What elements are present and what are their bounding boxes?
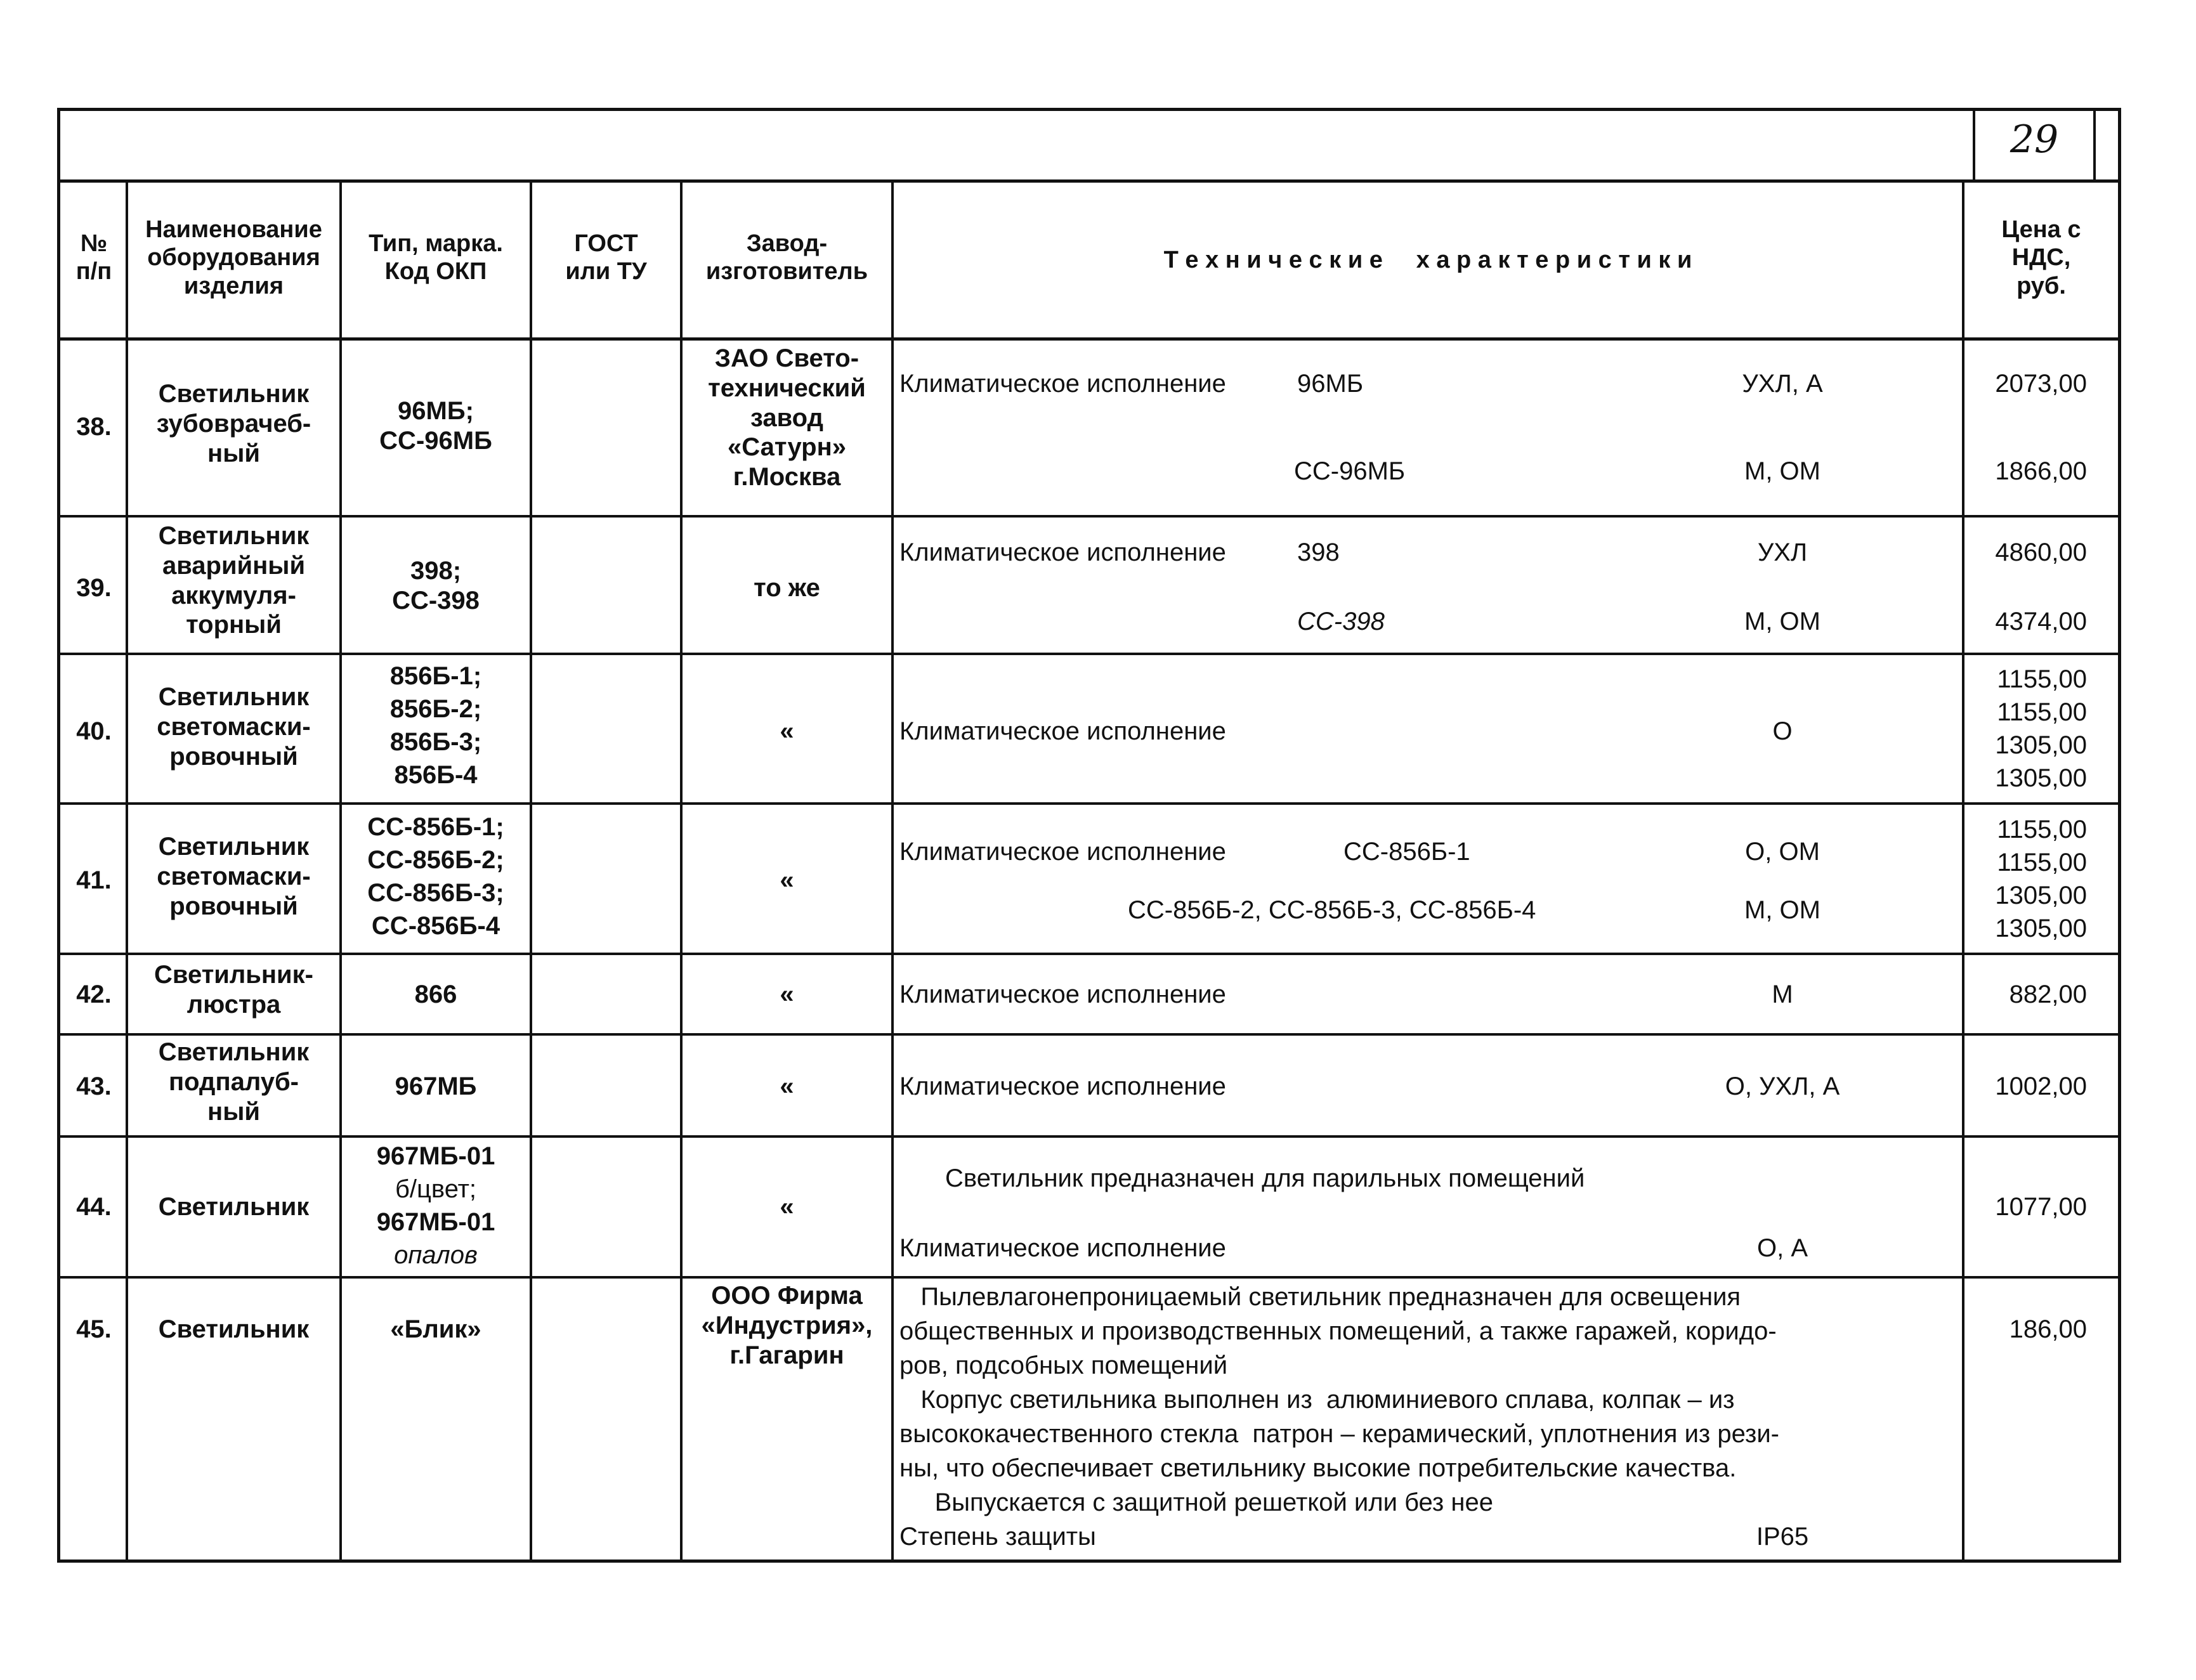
header-specs: Т е х н и ч е с к и е х а р а к т е р и с т и к и [1163, 247, 1692, 273]
row-38-price-1: 2073,00 [1995, 370, 2087, 398]
row-line-41 [57, 953, 2121, 955]
row-40-price-2: 1155,00 [1997, 698, 2087, 726]
row-41-price-1: 1155,00 [1997, 816, 2087, 843]
row-39-name: Светильник аварийный аккумуля- торный [158, 522, 310, 639]
row-41-maker: « [780, 866, 794, 894]
row-44-type-line-4: опалов [394, 1241, 478, 1269]
row-45-maker: ООО Фирма «Индустрия», г.Гагарин [701, 1282, 873, 1369]
header-name: Наименование оборудования изделия [145, 216, 322, 299]
row-line-44 [57, 1276, 2121, 1279]
row-42-spec-label: Климатическое исполнение [899, 980, 1226, 1008]
row-41-name: Светильник светомаски- ровочный [157, 833, 311, 920]
row-40-price-4: 1305,00 [1995, 764, 2087, 792]
row-39-spec-label: Климатическое исполнение [899, 538, 1226, 566]
row-41-num: 41. [76, 866, 112, 894]
row-line-42 [57, 1033, 2121, 1036]
col-line-3 [530, 179, 532, 1562]
row-44-num: 44. [76, 1193, 112, 1221]
row-44-spec-note: Светильник предназначен для парильных помещений [945, 1164, 1585, 1192]
row-42-name: Светильник- люстра [154, 961, 313, 1019]
row-38-type: 96МБ; СС-96МБ [379, 397, 492, 455]
row-45-num: 45. [76, 1315, 112, 1343]
row-38-num: 38. [76, 413, 112, 441]
row-39-spec-value2: М, ОМ [1744, 608, 1820, 635]
row-41-type: СС-856Б-1; СС-856Б-2; СС-856Б-3; СС-856Б-4 [367, 813, 504, 940]
row-42-spec-value1: М [1772, 980, 1793, 1008]
row-40-maker: « [780, 717, 794, 745]
row-41-spec-value2: М, ОМ [1744, 896, 1820, 924]
row-44-type-line-3: 967МБ-01 [376, 1208, 495, 1236]
row-line-40 [57, 802, 2121, 805]
table-border-left [57, 108, 60, 1563]
row-line-43 [57, 1135, 2121, 1138]
row-42-price-1: 882,00 [2009, 980, 2087, 1008]
row-40-spec-label: Климатическое исполнение [899, 717, 1226, 745]
row-43-spec-value1: О, УХЛ, А [1725, 1072, 1840, 1100]
row-39-spec-model1: 398 [1297, 538, 1340, 566]
row-39-type: 398; СС-398 [392, 557, 480, 615]
row-45-spec-line-5: высококачественного стекла патрон – керамический, уплотнения из рези- [899, 1420, 1779, 1448]
row-41-price-4: 1305,00 [1995, 915, 2087, 942]
row-44-name: Светильник [158, 1193, 310, 1221]
row-40-type: 856Б-1; 856Б-2; 856Б-3; 856Б-4 [389, 662, 482, 789]
row-40-price-3: 1305,00 [1995, 731, 2087, 759]
row-45-spec-line-1: Пылевлагонепроницаемый светильник предназначен для освещения [899, 1283, 1741, 1311]
table-border-bottom [57, 1560, 2121, 1563]
row-43-maker: « [780, 1072, 794, 1100]
row-41-spec-label: Климатическое исполнение [899, 838, 1226, 866]
row-45-name: Светильник [158, 1315, 310, 1343]
row-38-maker: ЗАО Свето- технический завод «Сатурн» г.Москва [708, 344, 866, 492]
row-42-num: 42. [76, 980, 112, 1008]
row-39-num: 39. [76, 574, 112, 602]
row-44-spec-value1: О, А [1756, 1234, 1808, 1262]
row-44-maker: « [780, 1193, 794, 1221]
row-44-price-1: 1077,00 [1995, 1193, 2087, 1221]
header-top-line [57, 179, 2121, 183]
row-40-num: 40. [76, 717, 112, 745]
row-43-num: 43. [76, 1072, 112, 1100]
row-45-spec-line-6: ны, что обеспечивает светильнику высокие потребительские качества. [899, 1454, 1737, 1482]
row-45-spec-line-4: Корпус светильника выполнен из алюминиевого сплава, колпак – из [899, 1386, 1735, 1414]
row-43-price-1: 1002,00 [1995, 1072, 2087, 1100]
row-45-spec-line-2: общественных и производственных помещений, а также гаражей, коридо- [899, 1317, 1777, 1345]
header-price: Цена с НДС, руб. [2001, 216, 2081, 299]
header-gost: ГОСТ или ТУ [565, 230, 647, 285]
row-41-spec-value1: О, ОМ [1745, 838, 1820, 866]
col-line-5 [891, 179, 894, 1562]
header-type: Тип, марка. Код ОКП [369, 230, 503, 285]
row-43-name: Светильник подпалуб- ный [158, 1038, 310, 1126]
row-44-type-line-1: 967МБ-01 [376, 1142, 495, 1170]
row-38-spec-model2: СС-96МБ [1294, 457, 1406, 485]
row-38-spec-value2: М, ОМ [1744, 457, 1820, 485]
row-41-spec-model1: СС-856Б-1 [1343, 838, 1470, 866]
row-44-spec-label: Климатическое исполнение [899, 1234, 1226, 1262]
row-38-price-2: 1866,00 [1995, 457, 2087, 485]
table-border-top [57, 108, 2121, 111]
header-num: № п/п [75, 230, 112, 285]
row-38-spec-model1: 96МБ [1297, 370, 1364, 398]
row-45-price-1: 186,00 [2009, 1315, 2087, 1343]
row-42-type: 866 [414, 980, 457, 1008]
table-border-right [2118, 108, 2121, 1563]
row-45-spec-label: Степень защиты [899, 1523, 1096, 1551]
row-39-price-2: 4374,00 [1995, 608, 2087, 635]
row-line-39 [57, 653, 2121, 655]
row-45-type: «Блик» [390, 1315, 481, 1343]
page-number-box-right [2093, 108, 2096, 181]
row-45-spec-line-3: ров, подсобных помещений [899, 1351, 1228, 1379]
col-line-6 [1962, 179, 1964, 1562]
row-44-type-line-2: б/цвет; [395, 1175, 477, 1203]
row-41-price-2: 1155,00 [1997, 849, 2087, 876]
row-40-name: Светильник светомаски- ровочный [157, 683, 311, 771]
page-number: 29 [2010, 117, 2059, 162]
row-40-spec-value1: О [1772, 717, 1793, 745]
row-43-spec-label: Климатическое исполнение [899, 1072, 1226, 1100]
row-38-spec-label: Климатическое исполнение [899, 370, 1226, 398]
row-38-name: Светильник зубоврачеб- ный [156, 380, 311, 467]
row-line-38 [57, 515, 2121, 518]
row-39-price-1: 4860,00 [1995, 538, 2087, 566]
row-38-spec-value1: УХЛ, А [1742, 370, 1823, 398]
row-40-price-1: 1155,00 [1997, 665, 2087, 693]
header-bottom-line [57, 337, 2121, 341]
row-43-type: 967МБ [395, 1072, 477, 1100]
row-41-spec-model2: СС-856Б-2, СС-856Б-3, СС-856Б-4 [1128, 896, 1536, 924]
row-39-spec-model2: СС-398 [1297, 608, 1385, 635]
row-39-spec-value1: УХЛ [1757, 538, 1808, 566]
row-39-maker: то же [754, 574, 820, 602]
row-45-spec-line-7: Выпускается с защитной решеткой или без нее [899, 1488, 1493, 1516]
row-41-price-3: 1305,00 [1995, 882, 2087, 909]
row-45-spec-value1: IP65 [1756, 1523, 1809, 1551]
row-42-maker: « [780, 980, 794, 1008]
header-maker: Завод- изготовитель [705, 230, 868, 285]
